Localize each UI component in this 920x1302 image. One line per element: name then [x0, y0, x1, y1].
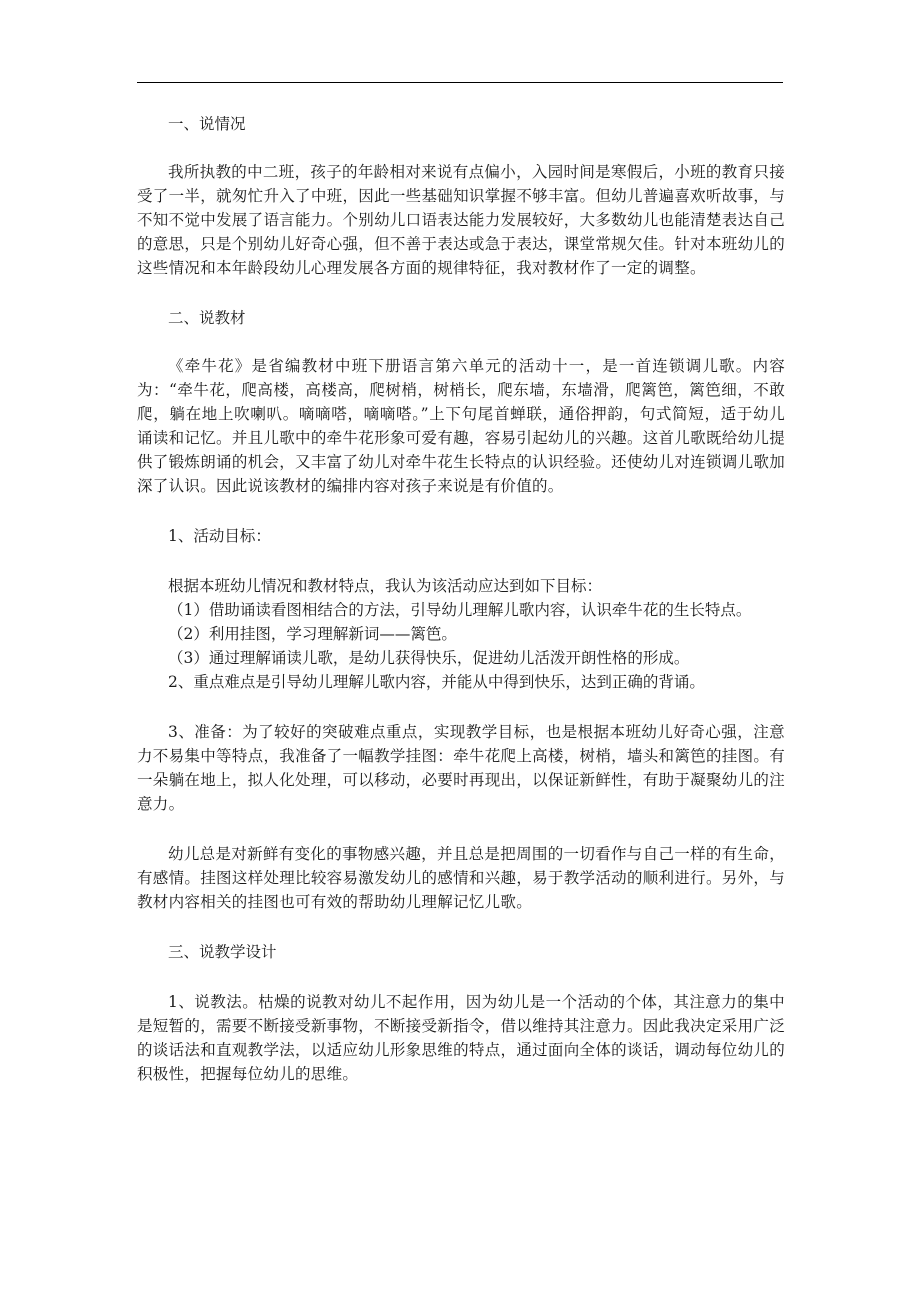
paragraph-situation: 我所执教的中二班，孩子的年龄相对来说有点偏小，入园时间是寒假后，小班的教育只接受了一半，就匆忙升入了中班，因此一些基础知识掌握不够丰富。但幼儿普遍喜欢听故事，与不知不觉中发展了语言能力。个别幼儿口语表达能力发展较好，大多数幼儿也能清楚表达自己的意思，只是个别幼儿好奇心强，但不善于表达或急于表达，课堂常规欠佳。针对本班幼儿的这些情况和本年龄段幼儿心理发展各方面的规律特征，我对教材作了一定的调整。: [137, 163, 785, 277]
paragraph-preparation: 3、准备：为了较好的突破难点重点，实现教学目标，也是根据本班幼儿好奇心强，注意力不易集中等特点，我准备了一幅教学挂图：牵牛花爬上高楼，树梢，墙头和篱笆的挂图。有一朵躺在地上，拟人化处理，可以移动，必要时再现出，以保证新鲜性，有助于凝聚幼儿的注意力。: [137, 723, 785, 813]
paragraph-material: 《牵牛花》是省编教材中班下册语言第六单元的活动十一，是一首连锁调儿歌。内容为：“牵牛花，爬高楼，高楼高，爬树梢，树梢长，爬东墙，东墙滑，爬篱笆，篱笆细，不敢爬，躺在地上吹喇叭。嘀嘀嗒，嘀嘀嗒。”上下句尾首蝉联，通俗押韵，句式简短，适于幼儿诵读和记忆。并且儿歌中的牵牛花形象可爱有趣，容易引起幼儿的兴趣。这首儿歌既给幼儿提供了锻炼朗诵的机会，又丰富了幼儿对牵牛花生长特点的认识经验。还使幼儿对连锁调儿歌加深了认识。因此说该教材的编排内容对孩子来说是有价值的。: [137, 357, 785, 495]
goals-intro: 根据本班幼儿情况和教材特点，我认为该活动应达到如下目标：: [168, 577, 603, 595]
goal-item-2: （2）利用挂图，学习理解新词——篱笆。: [168, 625, 457, 643]
goal-item-1: （1）借助诵读看图相结合的方法，引导幼儿理解儿歌内容，认识牵牛花的生长特点。: [168, 601, 752, 619]
header-rule: [137, 82, 783, 83]
document-body: [137, 112, 785, 1086]
paragraph-method: 1、说教法。枯燥的说教对幼儿不起作用，因为幼儿是一个活动的个体，其注意力的集中是短暂的，需要不断接受新事物，不断接受新指令，借以维持其注意力。因此我决定采用广泛的谈话法和直观教学法，以适应幼儿形象思维的特点，通过面向全体的谈话，调动每位幼儿的积极性，把握每位幼儿的思维。: [137, 993, 785, 1083]
section-heading-design: 三、说教学设计: [168, 943, 277, 961]
goals-heading: 1、活动目标：: [168, 527, 271, 545]
goal-item-3: （3）通过理解诵读儿歌，是幼儿获得快乐，促进幼儿活泼开朗性格的形成。: [168, 649, 690, 667]
section-heading-material: 二、说教材: [168, 309, 246, 327]
key-point: 2、重点难点是引导幼儿理解儿歌内容，并能从中得到快乐，达到正确的背诵。: [168, 673, 705, 691]
paragraph-preparation-note: 幼儿总是对新鲜有变化的事物感兴趣，并且总是把周围的一切看作与自己一样的有生命，有感情。挂图这样处理比较容易激发幼儿的感情和兴趣，易于教学活动的顺利进行。另外，与教材内容相关的挂图也可有效的帮助幼儿理解记忆儿歌。: [137, 845, 785, 911]
section-heading-situation: 一、说情况: [168, 115, 246, 133]
